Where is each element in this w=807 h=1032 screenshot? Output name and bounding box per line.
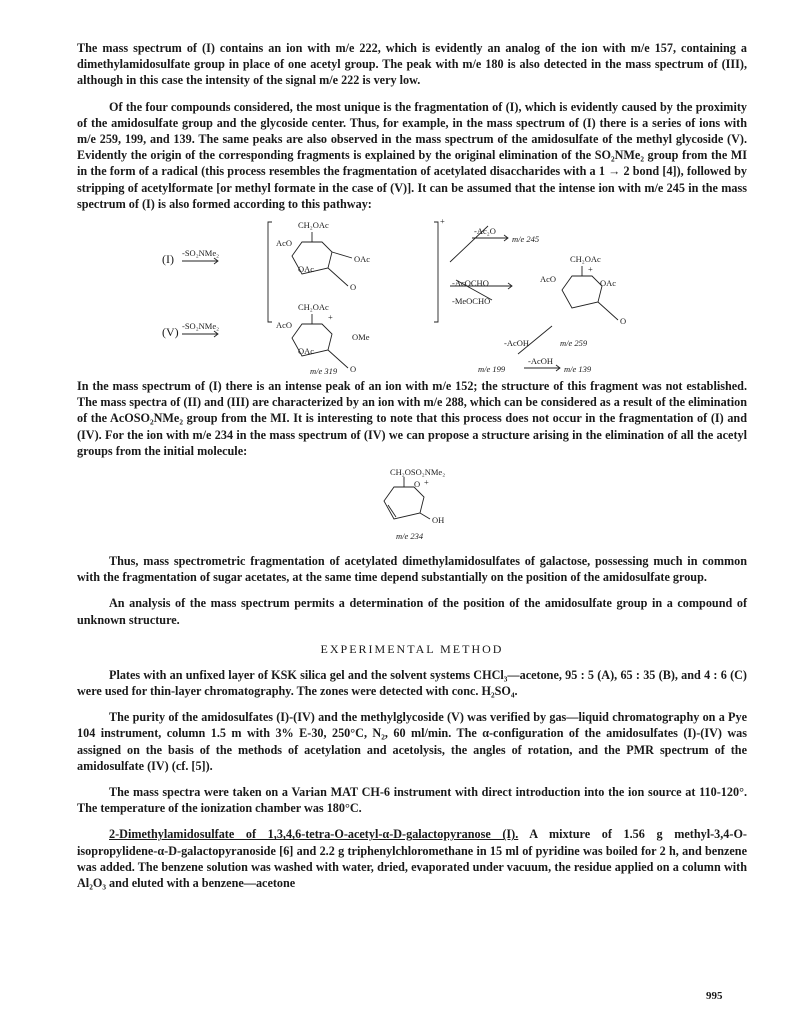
arrow-label: -MeOCHO	[452, 296, 491, 307]
group-label: CH₂OAc	[570, 254, 601, 265]
group-label: OMe	[352, 332, 370, 343]
group-label: AcO	[276, 320, 293, 331]
group-label: CH₂OAc	[298, 220, 329, 231]
group-label: O	[620, 316, 627, 327]
group-label: O	[350, 364, 357, 375]
arrow-label: -Ac₂O	[474, 226, 496, 237]
group-label: OAc	[298, 264, 315, 275]
group-label: OAc	[354, 254, 371, 265]
arrow-label: -AcOCHO	[452, 278, 489, 289]
paragraph-7: The purity of the amidosulfates (I)-(IV) and the methylglycoside (V) was verified by gas—liquid chromatography on a Pye 104 instrument, column 1.5 m with 3% E-30, 250°C, N₂, 60 ml/min. The α-configuration of the amidosulfates (I)-(IV) was assigned on the basis of the methods of acetylation and acetolysis, the angles of rotation, and the PMR spectrum of the amidosulfate (IV) (cf. [5]).	[77, 710, 747, 773]
paragraph-9	[77, 826, 747, 891]
arrow-label: -AcOH	[528, 356, 554, 367]
paragraph-9-text: A mixture of 1.56 g methyl-3,4-O-isopropylidene-α-D-galactopyranoside [6] and 2.2 g triphenylchloromethane in 15 ml of pyridine was boiled for 2 h, and benzene was added. The benzene solution was washed with water, dried, evaporated under vacuum, the residue applied on a column with Al₂O₃ and eluted with a benzene—acetone	[77, 827, 747, 891]
page-number: 995	[706, 990, 723, 1002]
compound-title: 2-Dimethylamidosulfate of 1,3,4,6-tetra-O-acetyl-α-D-galactopyranose (I).	[109, 827, 519, 842]
compound-V-label: (V)	[162, 325, 179, 340]
arrow-label: -AcOH	[504, 338, 530, 349]
charge-label: +	[328, 312, 333, 323]
group-label: AcO	[276, 238, 293, 249]
ion-label: m/e 259	[560, 338, 588, 349]
group-label: O	[414, 479, 421, 490]
paragraph-1: The mass spectrum of (I) contains an ion with m/e 222, which is evidently an analog of the ion with m/e 157, containing a dimethylamidosulfate group in place of one acetyl group. The peak with m/e 180 is also detected in the mass spectrum of (III), although in this case the intensity of the signal m/e 222 is very low.	[77, 41, 747, 88]
ion-label: m/e 234	[396, 531, 424, 542]
paragraph-5: An analysis of the mass spectrum permits a determination of the position of the amidosulfate group in a compound of unknown structure.	[77, 596, 747, 627]
paragraph-2: Of the four compounds considered, the most unique is the fragmentation of (I), which is evidently caused by the proximity of the amidosulfate group and the glycoside center. Thus, for example, in the mass spectrum of (I) there is a series of ions with m/e 259, 199, and 139. The same peaks are also observed in the mass spectrum of the amidosulfate of the methyl glycoside (V). Evidently the origin of the corresponding fragments is explained by the original elimination of the SO₂NMe₂ group from the MI in the form of a radical (this process resembles the fragmentation of acetylated disaccharides with a 1 → 2 bond [4]), followed by stripping of acetylformate [or methyl formate in the case of (V)]. It can be assumed that the intense ion with m/e 245 in the mass spectrum of (I) is also formed according to this pathway:	[77, 99, 747, 211]
paragraph-4: Thus, mass spectrometric fragmentation of acetylated dimethylamidosulfates of galactose, possessing much in common with the fragmentation of sugar acetates, at the same time depend substantially on the position of the amidosulfate group.	[77, 554, 747, 585]
compound-I-label: (I)	[162, 252, 174, 267]
ion-label: m/e 139	[564, 364, 592, 375]
group-label: CH₂OSO₂NMe₂	[390, 467, 446, 478]
paragraph-6: Plates with an unfixed layer of KSK silica gel and the solvent systems CHCl₃—acetone, 95 : 5 (A), 65 : 35 (B), and 4 : 6 (C) were used for thin-layer chromatography. The zones were detected with conc. H₂SO₄.	[77, 667, 747, 699]
section-heading: EXPERIMENTAL METHOD	[320, 641, 504, 656]
group-label: O	[350, 282, 357, 293]
page-content	[77, 40, 747, 891]
fragmentation-scheme	[152, 216, 672, 376]
group-label: OH	[432, 515, 445, 526]
paragraph-8: The mass spectra were taken on a Varian MAT CH-6 instrument with direct introduction into the ion source at 110-120°. The temperature of the ionization chamber was 180°C.	[77, 785, 747, 816]
arrow-label: -SO₂NMe₂	[182, 321, 220, 332]
ion-label: m/e 199	[478, 364, 506, 375]
ion-label: m/e 245	[512, 234, 540, 245]
ion-structure	[312, 465, 512, 543]
charge-label: +	[424, 477, 429, 488]
group-label: AcO	[540, 274, 557, 285]
ion-label: m/e 319	[310, 366, 338, 377]
group-label: OAc	[600, 278, 617, 289]
charge-label: +	[588, 264, 593, 275]
charge-label: +	[440, 216, 445, 227]
paragraph-3: In the mass spectrum of (I) there is an intense peak of an ion with m/e 152; the structure of this fragment was not established. The mass spectra of (II) and (III) are characterized by an ion with m/e 288, which can be considered as a result of the elimination of the AcOSO₂NMe₂ group from the MI. It is interesting to note that this process does not occur in the fragmentation of (I) and (IV). For the ion with m/e 234 in the mass spectrum of (IV) we can propose a structure arising in the elimination of all the acetyl groups from the initial molecule:	[77, 379, 747, 458]
arrow-label: -SO₂NMe₂	[182, 248, 220, 259]
group-label: OAc	[298, 346, 315, 357]
group-label: CH₂OAc	[298, 302, 329, 313]
